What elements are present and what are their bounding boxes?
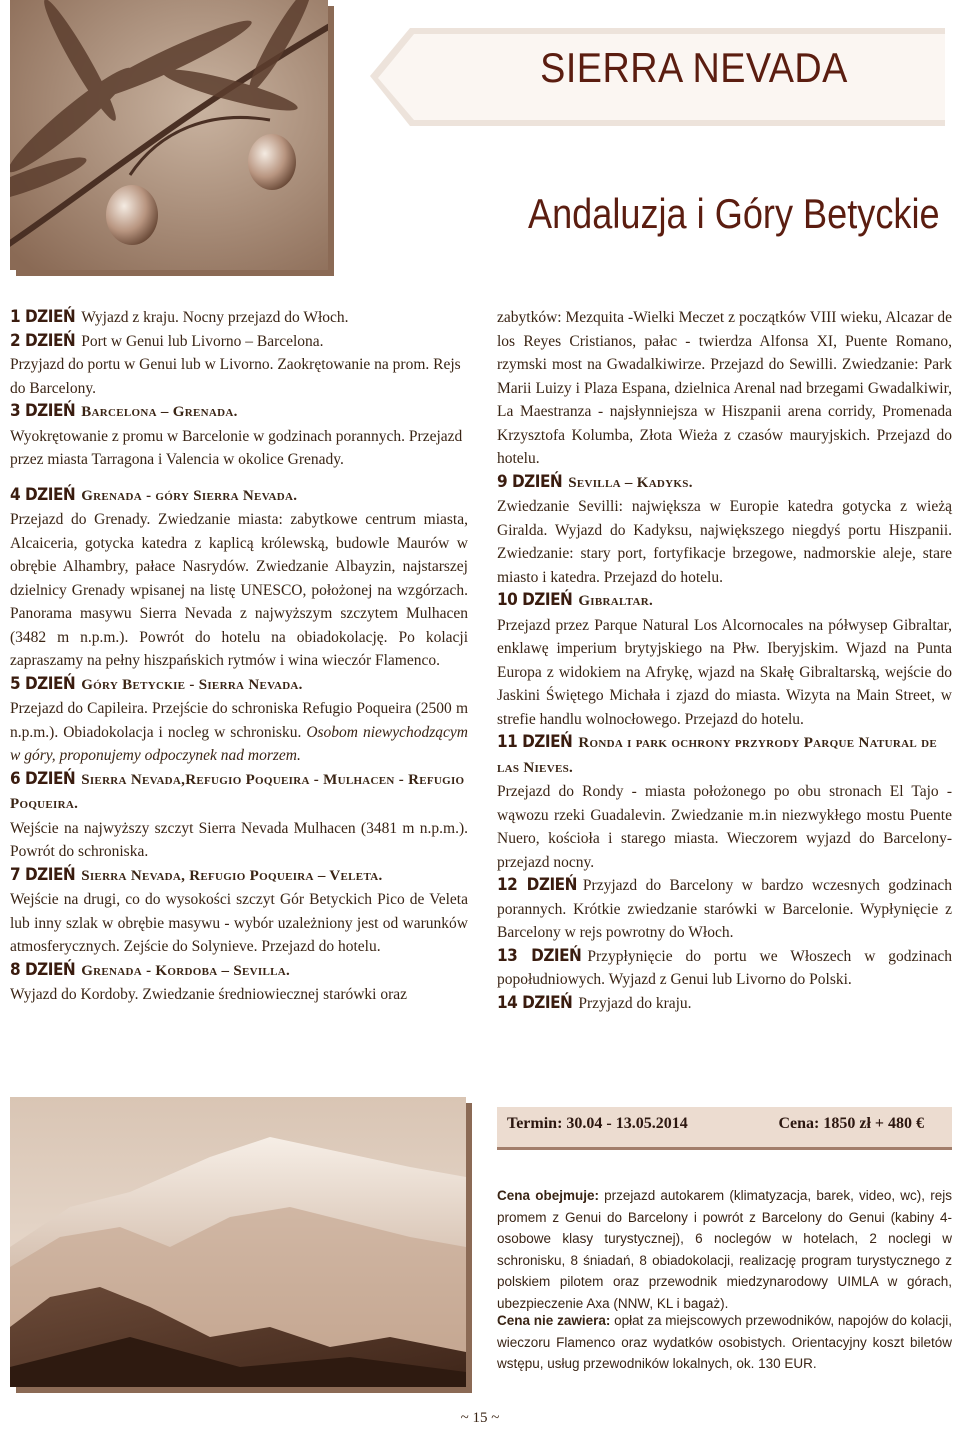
termin-dates: Termin: 30.04 - 13.05.2014: [507, 1115, 688, 1132]
day-8: 8 DZIEŃ Grenada - Kordoba – Sevilla.: [10, 959, 291, 980]
page-title: SIERRA NEVADA: [540, 44, 848, 91]
day-1: 1 DZIEŃ Wyjazd z kraju. Nocny przejazd do Włoch.: [10, 307, 349, 327]
date-price-bar: [497, 1107, 952, 1150]
day-label: 14 DZIEŃ: [497, 992, 573, 1013]
price-excludes: [497, 1310, 952, 1375]
day-8-text: Wyjazd do Kordoby. Zwiedzanie średniowiecznej starówki oraz: [10, 986, 408, 1003]
day-label: 1 DZIEŃ: [10, 307, 76, 327]
price-excludes-text: opłat za miejscowych przewodników, napojów do kolacji, wieczoru Flamenco oraz wydatków osobistych. Orientacyjny koszt biletów wstępu, usług przewodników lokalnych, ok. 130 EUR.: [497, 1313, 952, 1371]
day-10-text: Przejazd przez Parque Natural Los Alcornocales na półwysep Gibraltar, enklawę imperium brytyjskiego na Płw. Iberyjskim. Wjazd na Punta Europa z widokiem na Afrykę, wjazd na Skałę Gibraltarską, wejście do Jaskini Świętego Michała i zjazd do miasta. Wizyta na Main Street, w strefie handlu wolnocłowego. Przejazd do hotelu.: [497, 616, 952, 728]
price-excludes-label: Cena nie zawiera:: [497, 1313, 611, 1328]
day-3-text: Wyokrętowanie z promu w Barcelonie w godzinach porannych. Przejazd przez miasta Tarragona i Valencia w okolice Grenady.: [10, 427, 463, 468]
olive-branch-photo: [10, 0, 328, 270]
day-2-text: Przyjazd do portu w Genui lub w Livorno. Zaokrętowanie na prom. Rejs do Barcelony.: [10, 356, 461, 397]
day-13: 13 DZIEŃ Przypłynięcie do portu we Włoszech w godzinach popołudniowych. Wyjazd z Genui lub Livorno do Polski.: [497, 945, 952, 988]
day-3: 3 DZIEŃ Barcelona – Grenada.: [10, 401, 238, 421]
mountain-photo: [10, 1097, 466, 1387]
day-12: 12 DZIEŃ Przyjazd do Barcelony w bardzo wczesnych godzinach porannych. Krótkie zwiedzanie starówki w Barcelonie. Wypłynięcie z Barcelony w rejs powrotny do Włoch.: [497, 875, 952, 941]
page-number: ~ 15 ~: [460, 1410, 500, 1426]
page-subtitle: Andaluzja i Góry Betyckie: [528, 190, 940, 237]
day-9: 9 DZIEŃ Sevilla – Kadyks.: [497, 471, 693, 492]
day-6: 6 DZIEŃ Sierra Nevada,Refugio Poqueira - Mulhacen - Refugio Poqueira.: [10, 768, 465, 812]
day-11: 11 DZIEŃ Ronda i park ochrony przyrody Parque Natural de las Nieves.: [497, 732, 937, 776]
price: Cena: 1850 zł + 480 €: [778, 1115, 924, 1132]
day-10: 10 DZIEŃ Gibraltar.: [497, 590, 654, 610]
price-includes: [497, 1185, 952, 1314]
day-11-text: Przejazd do Rondy - miasta położonego po obu stronach El Tajo - wąwozu rzeki Guadalevin. Zwiedzanie m.in niezwykłego mostu Puente Nuero, kościoła i starego miasta. Wieczorem wyjazd do Barcelony- przejazd nocny.: [497, 783, 952, 871]
day-9-text: Zwiedzanie Sevilli: największa w Europie katedra gotycka z wieżą Giralda. Wyjazd do Kadyksu, największego niegdyś portu Hiszpanii. Zwiedzanie: stary port, fortyfikacje brzegowe, nadmorskie aleje, stare miasto i katedra. Przejazd do hotelu.: [497, 498, 952, 586]
day-label: 9 DZIEŃ: [497, 471, 563, 492]
price-includes-label: Cena obejmuje:: [497, 1188, 599, 1203]
day-label: 2 DZIEŃ: [10, 330, 76, 351]
day-2: 2 DZIEŃ Port w Genui lub Livorno – Barcelona.: [10, 330, 324, 351]
itinerary-left-column: [10, 306, 468, 1007]
day-6-text: Wejście na najwyższy szczyt Sierra Nevada Mulhacen (3481 m n.p.m.). Powrót do schroniska.: [10, 819, 468, 860]
price-includes-text: przejazd autokarem (klimatyzacja, barek, video, wc), rejs promem z Genui do Barcelony i powrót z Barcelony do Genui (kabiny 4-osobowe klasy turystycznej), 6 noclegów w hotelach, 2 noclegi w schronisku, 8 śniadań, 8 obiadokolacji, realizację program turystycznego z polskiem pilotem oraz przewodnik miedzynarodowy UIMLA w górach, ubezpieczenie Axa (NNW, KL i bagaż).: [497, 1188, 952, 1311]
day-label: 8 DZIEŃ: [10, 959, 76, 980]
day-14: 14 DZIEŃ Przyjazd do kraju.: [497, 992, 692, 1013]
day-7: 7 DZIEŃ Sierra Nevada, Refugio Poqueira – Veleta.: [10, 864, 383, 885]
day-4: 4 DZIEŃ Grenada - góry Sierra Nevada.: [10, 484, 298, 505]
day-8-continued: zabytków: Mezquita -Wielki Meczet z początków VIII wieku, Alcazar de los Reyes Cristianos, pałac - twierdza Alfonsa XI, Puente Romano, rzymski most na Gwadalkiwirze. Przejazd do Sewilli. Zwiedzanie: Park Marii Luizy i Plaza Espana, dzielnica Arenal nad brzegami Gwadalkiwir, La Maestranza - najsłynniejsza w Hiszpanii arena corridy, Promenada Krzysztofa Kolumba, Złota Wieża z czasów mauryjskich. Przejazd do hotelu.: [497, 309, 952, 467]
itinerary-right-column: [497, 306, 952, 1015]
day-label: 3 DZIEŃ: [10, 401, 76, 421]
day-label: 4 DZIEŃ: [10, 484, 76, 505]
day-5-text: Przejazd do Capileira. Przejście do schroniska Refugio Poqueira (2500 m n.p.m.). Obiadokolacja i nocleg w schronisku. Osobom niewychodzącym w góry, proponujemy odpoczynek nad morzem.: [10, 700, 468, 764]
day-4-text: Przejazd do Grenady. Zwiedzanie miasta: zabytkowe centrum miasta, Alcaiceria, gotycka katedra z kaplicą królewską, budowle Maurów w obrębie Alhambry, pałace Nasrydów. Zwiedzanie Albayzin, najstarszej dzielnicy Grenady wpisanej na listę UNESCO, położonej na wzgórzach. Panorama masywu Sierra Nevada z najwyższym szczytem Mulhacen (3482 m n.p.m.). Powrót do hotelu na obiadokolację. Po kolacji zapraszamy na pełny hiszpańskich rytmów i wina wieczór Flamenco.: [10, 511, 468, 669]
day-label: 5 DZIEŃ: [10, 673, 76, 694]
day-label: 13 DZIEŃ: [497, 945, 582, 966]
day-label: 11 DZIEŃ: [497, 732, 573, 752]
day-7-text: Wejście na drugi, co do wysokości szczyt Gór Betyckich Pico de Veleta lub inny szlak w obrębie masywu - wybór uzależniony jest od warunków atmosferycznych. Zejście do Solynieve. Przejazd do hotelu.: [10, 891, 468, 955]
day-label: 12 DZIEŃ: [497, 875, 577, 895]
day-5: 5 DZIEŃ Góry Betyckie - Sierra Nevada.: [10, 673, 303, 694]
day-label: 10 DZIEŃ: [497, 590, 573, 610]
day-label: 7 DZIEŃ: [10, 864, 76, 885]
day-label: 6 DZIEŃ: [10, 768, 76, 789]
